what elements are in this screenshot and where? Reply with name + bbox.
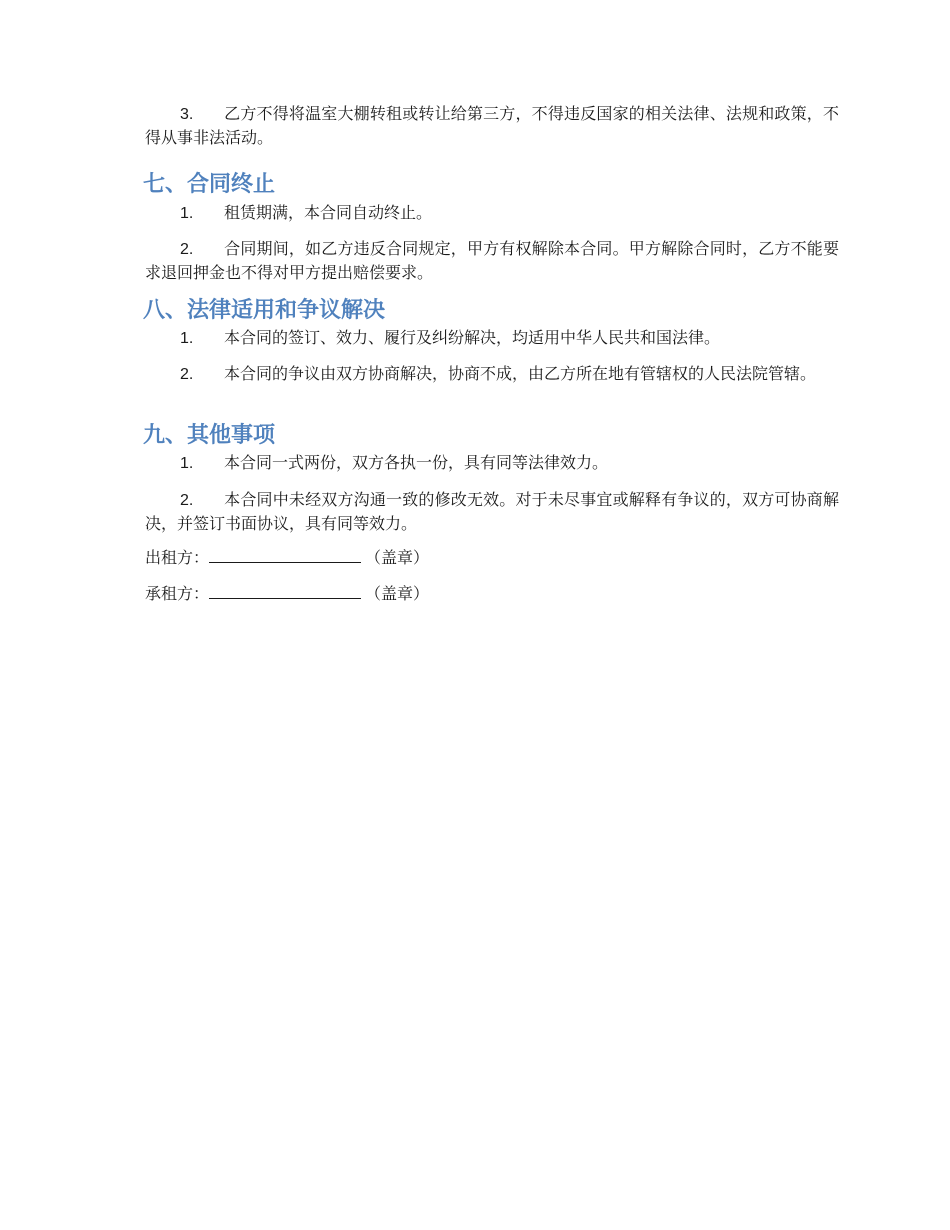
clause-number: 1. bbox=[180, 330, 194, 347]
clause-number: 1. bbox=[180, 455, 194, 472]
clause-text: 本合同的签订、效力、履行及纠纷解决，均适用中华人民共和国法律。 bbox=[224, 328, 721, 347]
lessee-signature-line bbox=[145, 583, 429, 605]
clause-7-2 bbox=[145, 237, 839, 284]
clause-9-2 bbox=[145, 488, 839, 535]
lessee-signature-field bbox=[209, 583, 361, 599]
clause-text: 本合同一式两份，双方各执一份，具有同等法律效力。 bbox=[224, 453, 609, 472]
clause-number: 2. bbox=[180, 366, 194, 383]
clause-text: 合同期间，如乙方违反合同规定，甲方有权解除本合同。甲方解除合同时，乙方不能要求退回押金也不得对甲方提出赔偿要求。 bbox=[145, 239, 839, 282]
clause-number: 3. bbox=[180, 106, 194, 123]
clause-text: 本合同中未经双方沟通一致的修改无效。对于未尽事宜或解释有争议的，双方可协商解决，并签订书面协议，具有同等效力。 bbox=[145, 490, 839, 533]
lessor-label: 出租方： bbox=[145, 548, 210, 567]
lessee-label: 承租方： bbox=[145, 584, 210, 603]
clause-number: 2. bbox=[180, 241, 194, 258]
clause-8-2 bbox=[145, 362, 839, 386]
section-heading-law-disputes: 八、法律适用和争议解决 bbox=[143, 298, 386, 323]
lessee-seal-note: （盖章） bbox=[365, 584, 430, 603]
clause-7-1 bbox=[145, 201, 839, 225]
lessor-signature-field bbox=[209, 547, 361, 563]
clause-6-3 bbox=[145, 102, 839, 149]
clause-9-1 bbox=[145, 451, 839, 475]
clause-number: 2. bbox=[180, 492, 194, 509]
lessor-signature-line bbox=[145, 547, 429, 569]
section-heading-termination: 七、合同终止 bbox=[143, 172, 276, 197]
clause-text: 本合同的争议由双方协商解决，协商不成，由乙方所在地有管辖权的人民法院管辖。 bbox=[224, 364, 817, 383]
clause-number: 1. bbox=[180, 205, 194, 222]
clause-8-1 bbox=[145, 326, 839, 350]
clause-text: 乙方不得将温室大棚转租或转让给第三方，不得违反国家的相关法律、法规和政策，不得从事非法活动。 bbox=[145, 104, 839, 147]
lessor-seal-note: （盖章） bbox=[365, 548, 430, 567]
clause-text: 租赁期满，本合同自动终止。 bbox=[224, 203, 433, 222]
section-heading-other-matters: 九、其他事项 bbox=[143, 423, 276, 448]
